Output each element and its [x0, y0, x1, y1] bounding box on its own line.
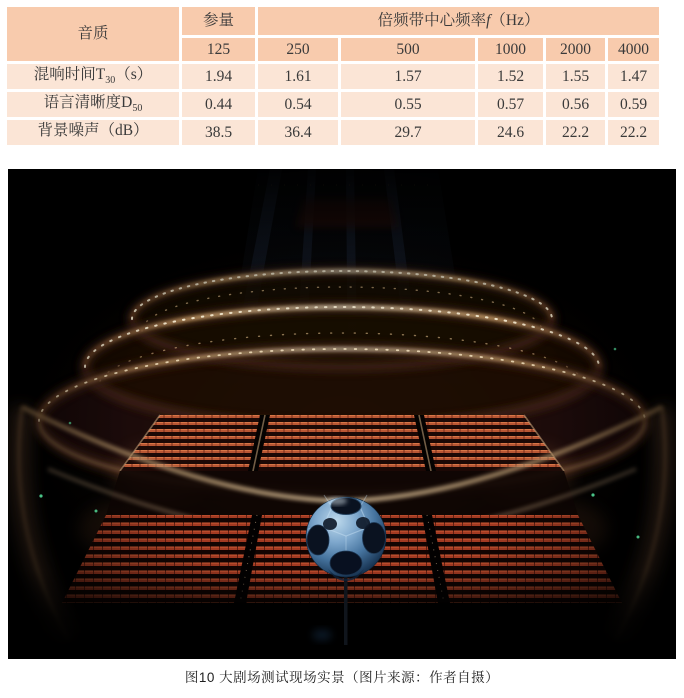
row-label	[7, 92, 179, 117]
data-cell: 29.7	[341, 120, 475, 145]
data-cell: 0.54	[258, 92, 338, 117]
data-cell: 1.57	[341, 64, 475, 89]
freq-cell: 250	[258, 38, 338, 61]
freq-cell: 2000	[546, 38, 605, 61]
row-label	[7, 64, 179, 89]
row-label-sub: 50	[132, 103, 143, 115]
data-cell: 22.2	[546, 120, 605, 145]
freq-cell: 4000	[608, 38, 659, 61]
table-row-reverberation-time	[7, 64, 659, 89]
corner-header-cell: 音质	[7, 7, 179, 61]
freq-cell: 1000	[478, 38, 543, 61]
freq-symbol: f	[486, 12, 491, 30]
data-cell: 24.6	[478, 120, 543, 145]
vignette	[8, 169, 676, 659]
data-cell: 0.55	[341, 92, 475, 117]
data-cell: 1.52	[478, 64, 543, 89]
freq-unit: （Hz）	[490, 12, 540, 30]
data-cell: 0.57	[478, 92, 543, 117]
freq-cell: 500	[341, 38, 475, 61]
row-label-unit: （s）	[115, 66, 153, 84]
row-label-text: 背景噪声（dB）	[37, 122, 149, 140]
data-cell: 1.47	[608, 64, 659, 89]
row-label-sub: 30	[105, 75, 116, 87]
acoustic-parameters-table	[4, 4, 662, 148]
data-cell: 1.55	[546, 64, 605, 89]
table-row-speech-clarity	[7, 92, 659, 117]
theatre-photo	[8, 169, 676, 659]
data-cell: 0.44	[182, 92, 255, 117]
data-cell: 22.2	[608, 120, 659, 145]
figure-caption: 图10 大剧场测试现场实景（图片来源：作者自摄）	[184, 670, 500, 685]
table-row-background-noise	[7, 120, 659, 145]
data-cell: 1.61	[258, 64, 338, 89]
data-cell: 1.94	[182, 64, 255, 89]
frequency-band-header-cell	[258, 7, 659, 35]
theatre-photo-rendering	[8, 169, 676, 659]
data-cell: 38.5	[182, 120, 255, 145]
data-cell: 0.56	[546, 92, 605, 117]
freq-header-text: 倍频带中心频率	[377, 12, 487, 30]
row-label-text: 语言清晰度D	[43, 94, 133, 112]
data-cell: 36.4	[258, 120, 338, 145]
param-header-cell: 参量	[182, 7, 255, 35]
row-label-text: 混响时间T	[33, 66, 106, 84]
data-cell: 0.59	[608, 92, 659, 117]
row-label	[7, 120, 179, 145]
freq-cell: 125	[182, 38, 255, 61]
